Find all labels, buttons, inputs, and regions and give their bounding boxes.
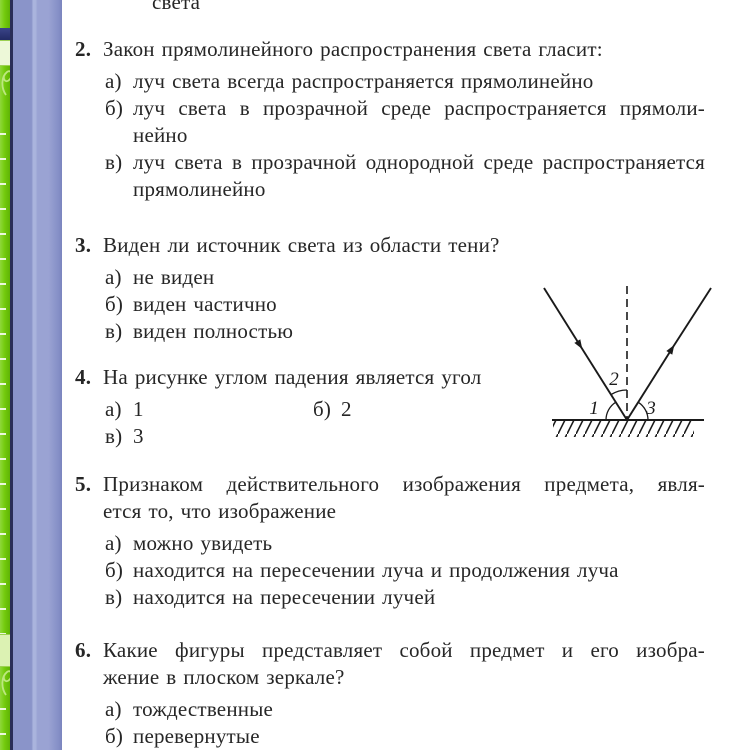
option-letter: а): [105, 697, 122, 721]
option-letter: б): [105, 724, 124, 748]
page-margin-band: [13, 0, 62, 750]
partial-top-line: света: [152, 0, 201, 14]
option-text-line: 1: [133, 397, 144, 421]
angle-label-3: 3: [646, 398, 656, 419]
option-letter: б): [313, 397, 332, 421]
surface-hatching: [553, 421, 694, 437]
option-letter: б): [105, 292, 124, 316]
answer-option: [105, 696, 705, 723]
leaf-swirl-icon: [0, 667, 10, 699]
option-text-line: тождественные: [133, 697, 274, 721]
option-letter: б): [105, 96, 124, 120]
question-block: [75, 36, 705, 203]
option-letter: а): [105, 531, 122, 555]
answer-option: [105, 95, 705, 149]
question-text: [103, 36, 705, 63]
question-number: 4.: [75, 365, 92, 389]
nav-selected-segment: [0, 28, 10, 40]
sidebar-nav-strip: [0, 0, 10, 750]
question-text: [103, 232, 705, 259]
option-text-line: прямолинейно: [133, 177, 266, 201]
answer-option: [105, 396, 144, 423]
question-text-line: жение в плоском зеркале?: [103, 665, 345, 689]
option-letter: а): [105, 69, 122, 93]
question-text-line: На рисунке углом падения является угол: [103, 365, 482, 389]
question-number: 6.: [75, 638, 92, 662]
question-text-line: Виден ли источник света из области тени?: [103, 233, 500, 257]
option-text-line: нейно: [133, 123, 188, 147]
option-text-line: луч света в прозрачной среде распространяется прямоли-: [133, 96, 705, 120]
option-text-line: находится на пересечении луча и продолжения луча: [133, 558, 619, 582]
answer-option: [105, 149, 705, 203]
incident-ray: [544, 288, 627, 420]
leaf-swirl-icon: [0, 67, 10, 99]
answer-option: [105, 530, 705, 557]
option-text-line: виден полностью: [133, 319, 294, 343]
document-page: [62, 0, 750, 750]
option-text-line: можно увидеть: [133, 531, 273, 555]
reflection-diagram-figure: [540, 272, 732, 450]
answer-option: [313, 396, 352, 423]
question-text-line: Какие фигуры представляет собой предмет и его изобра-: [103, 638, 705, 662]
answer-option: [105, 584, 705, 611]
option-text-line: перевернутые: [133, 724, 260, 748]
option-letter: б): [105, 558, 124, 582]
option-text-line: не виден: [133, 265, 215, 289]
nav-highlight-segment-bottom: [0, 634, 10, 667]
question-block: [75, 471, 705, 611]
option-letter: в): [105, 424, 123, 448]
option-text-line: луч света в прозрачной однородной среде распространяется: [133, 150, 705, 174]
options-list: [105, 530, 705, 611]
question-block: [75, 637, 705, 750]
option-letter: а): [105, 397, 122, 421]
question-text: [103, 637, 705, 691]
option-letter: в): [105, 319, 123, 343]
options-list: [105, 68, 705, 203]
question-number: 2.: [75, 37, 92, 61]
answer-option: [105, 68, 705, 95]
question-text-line: Закон прямолинейного распространения света гласит:: [103, 37, 603, 61]
option-text-line: находится на пересечении лучей: [133, 585, 436, 609]
question-text-line: Признаком действительного изображения предмета, явля-: [103, 472, 705, 496]
options-list: [105, 696, 705, 750]
option-letter: а): [105, 265, 122, 289]
question-number: 3.: [75, 233, 92, 257]
answer-option: [105, 723, 705, 750]
option-text-line: 3: [133, 424, 144, 448]
option-letter: в): [105, 150, 123, 174]
angle-label-1: 1: [589, 398, 599, 419]
question-text: [103, 471, 705, 525]
question-number: 5.: [75, 472, 92, 496]
answer-option: [105, 557, 705, 584]
option-text-line: виден частично: [133, 292, 277, 316]
option-letter: в): [105, 585, 123, 609]
reflected-ray: [627, 288, 711, 420]
question-text-line: ется то, что изображение: [103, 499, 337, 523]
option-text-line: 2: [341, 397, 352, 421]
angle-label-2: 2: [609, 369, 619, 390]
nav-highlight-segment-top: [0, 40, 10, 66]
option-text-line: луч света всегда распространяется прямолинейно: [133, 69, 594, 93]
